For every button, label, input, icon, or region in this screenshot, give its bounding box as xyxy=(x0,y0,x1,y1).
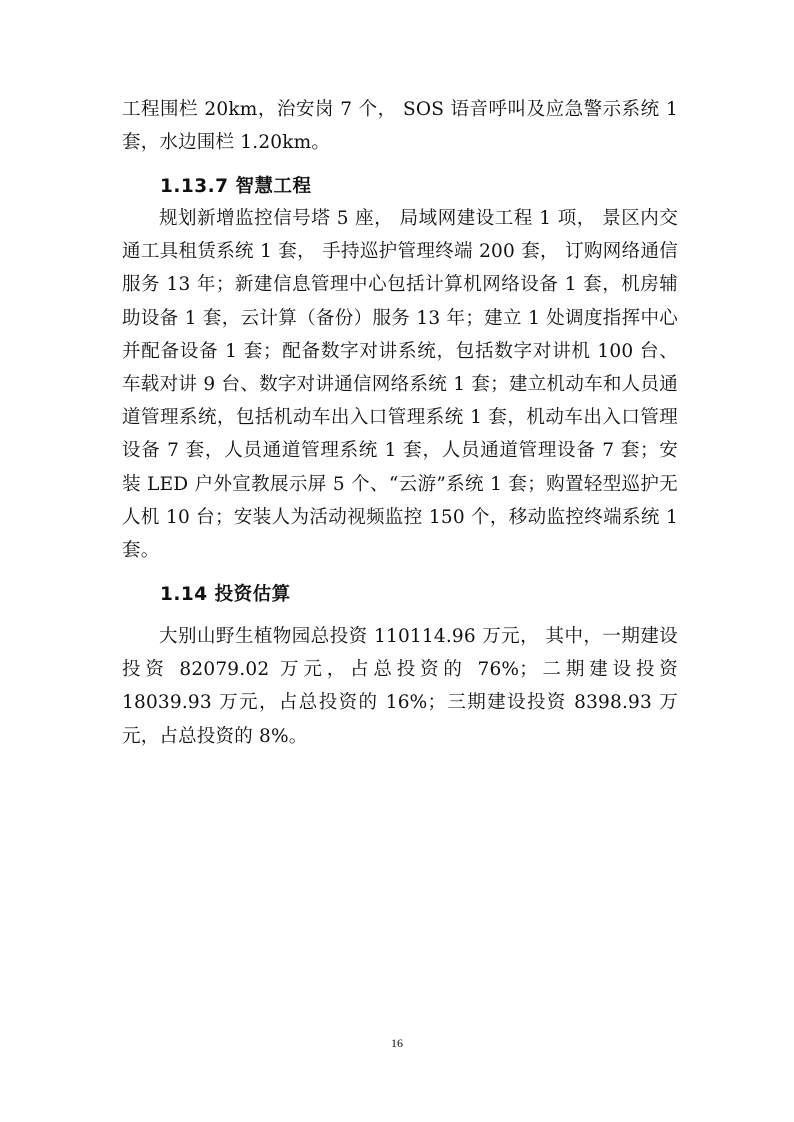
paragraph-investment: 大别山野生植物园总投资 110114.96 万元， 其中，一期建设投资 82079.02 万元，占总投资的 76%；二期建设投资 18039.93 万元，占总投资的 16%；三期建设投资 8398.93 万元，占总投资的 8%。 xyxy=(122,626,678,747)
heading-smart-project: 1.13.7 智慧工程 xyxy=(160,176,312,197)
page-number: 16 xyxy=(391,1036,403,1050)
paragraph-smart-project: 规划新增监控信号塔 5 座， 局域网建设工程 1 项， 景区内交通工具租赁系统 1 套， 手持巡护管理终端 200 套， 订购网络通信服务 13 年；新建信息管理中心包括计算机网络设备 1 套，机房辅助设备 1 套，云计算（备份）服务 13 年；建立 1 处调度指挥中心并配备设备 1 套；配备数字对讲系统，包括数字对讲机 100 台、车载对讲 9 台、数字对讲通信网络系统 1 套；建立机动车和人员通道管理系统，包括机动车出入口管理系统 1 套，机动车出入口管理设备 7 套，人员通道管理系统 1 套，人员通道管理设备 7 套；安装 LED 户外宣教展示屏 5 个、“云游”系统 1 套；购置轻型巡护无人机 10 台；安装人为活动视频监控 150 个，移动监控终端系统 1 套。 xyxy=(122,208,678,562)
heading-investment: 1.14 投资估算 xyxy=(160,584,291,605)
paragraph-continuation: 工程围栏 20km，治安岗 7 个， SOS 语音呼叫及应急警示系统 1 套，水边围栏 1.20km。 xyxy=(122,99,678,154)
